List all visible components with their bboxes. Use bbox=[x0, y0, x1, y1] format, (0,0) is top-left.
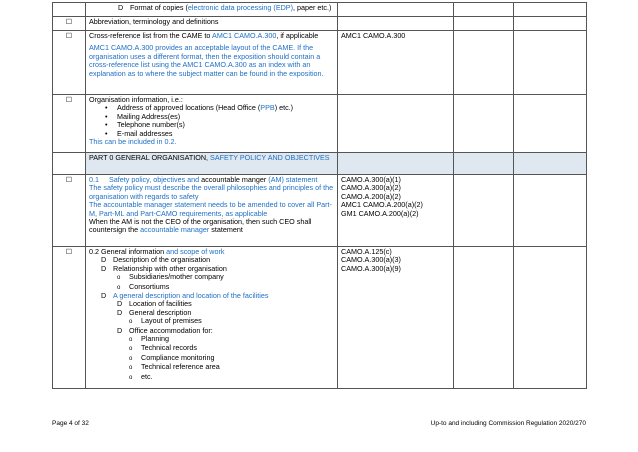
list-item: D Description of the organisation bbox=[101, 255, 211, 265]
list-item: o etc. bbox=[129, 371, 153, 381]
item-cell: Abbreviation, terminology and definitions bbox=[86, 17, 338, 31]
table-row bbox=[53, 17, 587, 31]
checkbox[interactable]: ☐ bbox=[53, 247, 86, 389]
checkbox[interactable]: ☐ bbox=[53, 95, 86, 153]
list-item: o Layout of premises bbox=[129, 316, 202, 326]
guidance-note: The accountable manager statement needs to be amended to cover all Part-M, Part-ML and Part-CAMO requirements, as applicable bbox=[89, 200, 332, 218]
list-item: o Subsidiaries/mother company bbox=[117, 272, 224, 282]
reference-cell: CAMO.A.300(a)(1) CAMO.A.300(a)(2) CAMO.A.200(a)(2) AMC1 CAMO.A.200(a)(2) GM1 CAMO.A.200(a)(2) bbox=[338, 175, 454, 247]
checklist-table bbox=[52, 2, 587, 389]
checkbox[interactable]: ☐ bbox=[53, 17, 86, 31]
page-number: Page 4 of 32 bbox=[52, 420, 89, 427]
section-header-row bbox=[53, 153, 587, 175]
list-item: o Planning bbox=[129, 334, 169, 344]
list-item: o Technical records bbox=[129, 343, 197, 353]
table-row bbox=[53, 247, 587, 389]
list-item: • Telephone number(s) bbox=[105, 120, 185, 130]
list-item: D Office accommodation for: bbox=[117, 325, 213, 335]
list-item: • Mailing Address(es) bbox=[105, 111, 181, 121]
item-cell: 0.1 Safety policy, objectives and accountable manger (AM) statement The safety policy must describe the overall philosophies and principles of the organisation with regards to safety The accountable manager statement needs to be amended to cover all Part-M, Part-ML and Part-CAMO requirements, as applicable When the AM is not the CEO of the organisation, then such CEO shall countersign the accountable manager statement bbox=[86, 175, 338, 247]
checkbox[interactable]: ☐ bbox=[53, 31, 86, 95]
checkbox-cell bbox=[53, 3, 86, 17]
list-item: D General description bbox=[117, 307, 192, 317]
reference-cell: AMC1 CAMO.A.300 bbox=[338, 31, 454, 95]
table-row bbox=[53, 31, 587, 95]
list-item: D A general description and location of the facilities bbox=[101, 291, 269, 301]
list-item: D Location of facilities bbox=[117, 299, 192, 309]
item-cell: 0.2 General information and scope of work D Description of the organisation D Relationship with other organisation o Subsidiaries/mother company o Consortiums D A general description and location of the facilities D Location of facilities D General description o Layout of premises D Office accommodation for: o Planning o Technical records o Compliance monitoring o Technical reference area o etc. bbox=[86, 247, 338, 389]
list-item: D Relationship with other organisation bbox=[101, 263, 227, 273]
table-row bbox=[53, 95, 587, 153]
list-item: o Technical reference area bbox=[129, 362, 220, 372]
guidance-note: This can be included in 0.2. bbox=[89, 137, 177, 147]
table-row bbox=[53, 175, 587, 247]
list-item: o Compliance monitoring bbox=[129, 352, 215, 362]
table-row bbox=[53, 3, 587, 17]
checkbox[interactable]: ☐ bbox=[53, 175, 86, 247]
reference-cell: CAMO.A.125(c) CAMO.A.300(a)(3) CAMO.A.300(a)(9) bbox=[338, 247, 454, 389]
guidance-note: The safety policy must describe the overall philosophies and principles of the organisation with regards to safety bbox=[89, 183, 334, 201]
item-cell: D Format of copies (electronic data processing (EDP), paper etc.) bbox=[86, 3, 338, 17]
item-cell: Organisation information, i.e.: • Address of approved locations (Head Office (PPB) etc.) • Mailing Address(es) • Telephone number(s) • E-mail addresses This can be included in 0.2. bbox=[86, 95, 338, 153]
bullet-letter: D bbox=[118, 3, 124, 12]
item-cell: Cross-reference list from the CAME to AMC1 CAMO.A.300, if applicable AMC1 CAMO.A.300 provides an acceptable layout of the CAME. If the organisation uses a different format, then the exposition should contain a cross-reference list using the AMC1 CAMO.A.300 as an index with an explanation as to where the subject matter can be found in the exposition. bbox=[86, 31, 338, 95]
guidance-note: When the AM is not the CEO of the organisation, then such CEO shall countersign the accountable manager statement bbox=[89, 217, 312, 235]
list-item: • E-mail addresses bbox=[105, 128, 173, 138]
guidance-note: AMC1 CAMO.A.300 provides an acceptable layout of the CAME. If the organisation uses a different format, then the exposition should contain a cross-reference list using the AMC1 CAMO.A.300 as an index with an explanation as to where the subject matter can be found in the exposition. bbox=[89, 43, 324, 78]
list-item: o Consortiums bbox=[117, 281, 170, 291]
list-item: • Address of approved locations (Head Office (PPB) etc.) bbox=[105, 103, 294, 113]
section-title: PART 0 GENERAL ORGANISATION, SAFETY POLICY AND OBJECTIVES bbox=[86, 153, 338, 175]
regulation-footer: Up-to and including Commission Regulation 2020/270 bbox=[430, 420, 586, 427]
